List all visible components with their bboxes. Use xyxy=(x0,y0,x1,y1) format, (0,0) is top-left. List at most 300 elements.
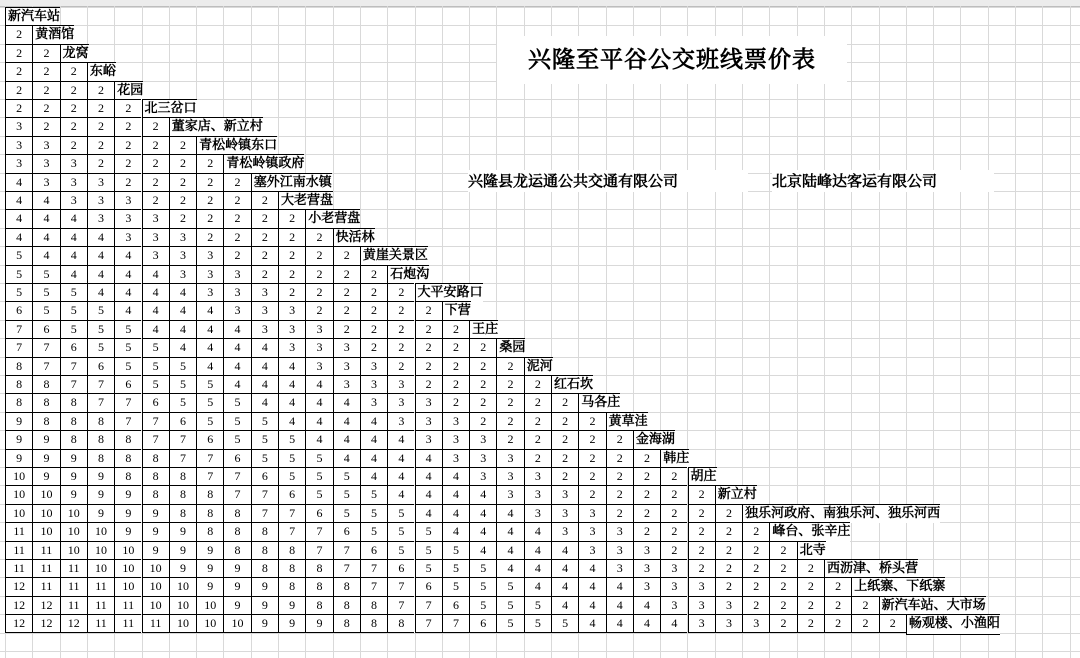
fare-cell: 9 xyxy=(87,504,114,522)
fare-cell: 4 xyxy=(415,467,442,485)
fare-cell: 2 xyxy=(223,173,250,191)
fare-cell: 2 xyxy=(742,559,769,577)
fare-cell: 2 xyxy=(251,228,278,246)
fare-cell: 3 xyxy=(496,485,523,503)
fare-cell: 5 xyxy=(305,449,332,467)
fare-cell: 7 xyxy=(360,559,387,577)
fare-cell: 4 xyxy=(496,504,523,522)
fare-cell: 4 xyxy=(196,320,223,338)
fare-cell: 2 xyxy=(223,228,250,246)
fare-cell: 8 xyxy=(60,412,87,430)
stop-label: 独乐河政府、南独乐河、独乐河西 xyxy=(742,504,940,523)
fare-cell: 4 xyxy=(442,467,469,485)
fare-cell: 4 xyxy=(251,357,278,375)
gridline-horizontal xyxy=(0,651,1080,652)
fare-cell: 7 xyxy=(114,412,141,430)
fare-cell: 8 xyxy=(169,467,196,485)
fare-cell: 8 xyxy=(5,357,32,375)
fare-cell: 2 xyxy=(578,449,605,467)
stop-label: 黄崖关景区 xyxy=(360,246,428,265)
fare-cell: 2 xyxy=(606,467,633,485)
fare-cell: 2 xyxy=(715,522,742,540)
fare-cell: 5 xyxy=(169,357,196,375)
fare-cell: 2 xyxy=(387,301,414,319)
fare-cell: 6 xyxy=(32,320,59,338)
fare-cell: 3 xyxy=(715,596,742,614)
fare-cell: 2 xyxy=(769,596,796,614)
fare-cell: 4 xyxy=(142,320,169,338)
fare-cell: 7 xyxy=(196,449,223,467)
fare-cell: 2 xyxy=(715,504,742,522)
fare-cell: 2 xyxy=(715,541,742,559)
fare-cell: 2 xyxy=(688,504,715,522)
fare-cell: 12 xyxy=(32,596,59,614)
fare-cell: 3 xyxy=(633,577,660,595)
fare-cell: 4 xyxy=(223,320,250,338)
fare-cell: 3 xyxy=(415,412,442,430)
fare-cell: 2 xyxy=(715,559,742,577)
fare-cell: 2 xyxy=(824,577,851,595)
fare-cell: 5 xyxy=(87,301,114,319)
fare-cell: 3 xyxy=(524,504,551,522)
fare-cell: 4 xyxy=(360,467,387,485)
fare-cell: 4 xyxy=(442,485,469,503)
fare-cell: 2 xyxy=(606,504,633,522)
fare-cell: 3 xyxy=(688,614,715,632)
fare-cell: 11 xyxy=(32,577,59,595)
stop-label: 大平安路口 xyxy=(415,283,483,302)
fare-cell: 7 xyxy=(223,467,250,485)
fare-cell: 4 xyxy=(551,559,578,577)
fare-cell: 11 xyxy=(60,577,87,595)
fare-cell: 5 xyxy=(469,596,496,614)
fare-cell: 12 xyxy=(5,596,32,614)
fare-cell: 5 xyxy=(415,522,442,540)
fare-cell: 5 xyxy=(524,596,551,614)
fare-cell: 2 xyxy=(742,596,769,614)
fare-cell: 5 xyxy=(60,320,87,338)
fare-cell: 4 xyxy=(578,577,605,595)
fare-cell: 10 xyxy=(114,541,141,559)
fare-cell: 2 xyxy=(469,393,496,411)
fare-cell: 4 xyxy=(360,430,387,448)
fare-cell: 4 xyxy=(32,191,59,209)
fare-cell: 2 xyxy=(87,154,114,172)
fare-cell: 4 xyxy=(5,209,32,227)
fare-cell: 6 xyxy=(305,504,332,522)
fare-cell: 3 xyxy=(32,136,59,154)
fare-cell: 2 xyxy=(578,430,605,448)
fare-cell: 2 xyxy=(5,25,32,43)
fare-cell: 9 xyxy=(142,541,169,559)
fare-cell: 2 xyxy=(360,283,387,301)
fare-cell: 2 xyxy=(169,173,196,191)
fare-cell: 10 xyxy=(60,522,87,540)
fare-cell: 2 xyxy=(32,117,59,135)
fare-cell: 6 xyxy=(5,301,32,319)
fare-cell: 3 xyxy=(169,246,196,264)
fare-cell: 4 xyxy=(196,338,223,356)
fare-cell: 8 xyxy=(278,577,305,595)
stop-label: 小老营盘 xyxy=(305,209,360,228)
fare-cell: 5 xyxy=(32,283,59,301)
fare-cell: 2 xyxy=(360,301,387,319)
fare-cell: 3 xyxy=(715,614,742,632)
fare-cell: 2 xyxy=(660,504,687,522)
fare-cell: 3 xyxy=(415,393,442,411)
fare-cell: 6 xyxy=(278,485,305,503)
stop-label: 韩庄 xyxy=(660,449,689,468)
fare-cell: 10 xyxy=(87,559,114,577)
fare-cell: 2 xyxy=(333,265,360,283)
fare-cell: 2 xyxy=(660,541,687,559)
fare-cell: 3 xyxy=(360,393,387,411)
fare-cell: 2 xyxy=(333,283,360,301)
fare-cell: 2 xyxy=(387,338,414,356)
fare-cell: 6 xyxy=(415,577,442,595)
fare-cell: 3 xyxy=(87,209,114,227)
fare-cell: 2 xyxy=(633,485,660,503)
fare-cell: 3 xyxy=(142,246,169,264)
fare-cell: 10 xyxy=(5,485,32,503)
fare-cell: 10 xyxy=(32,522,59,540)
fare-cell: 5 xyxy=(60,283,87,301)
fare-cell: 4 xyxy=(633,596,660,614)
fare-cell: 2 xyxy=(60,62,87,80)
fare-cell: 2 xyxy=(742,577,769,595)
fare-cell: 9 xyxy=(278,614,305,632)
fare-cell: 3 xyxy=(415,430,442,448)
fare-cell: 2 xyxy=(851,596,878,614)
fare-cell: 4 xyxy=(60,209,87,227)
fare-cell: 3 xyxy=(660,559,687,577)
fare-cell: 8 xyxy=(142,449,169,467)
fare-cell: 4 xyxy=(5,228,32,246)
fare-cell: 2 xyxy=(114,136,141,154)
fare-cell: 6 xyxy=(442,596,469,614)
fare-cell: 2 xyxy=(169,209,196,227)
fare-cell: 2 xyxy=(769,541,796,559)
fare-cell: 4 xyxy=(469,504,496,522)
fare-cell: 4 xyxy=(524,577,551,595)
fare-cell: 3 xyxy=(606,541,633,559)
fare-cell: 2 xyxy=(469,412,496,430)
fare-cell: 9 xyxy=(87,467,114,485)
fare-cell: 4 xyxy=(169,283,196,301)
fare-cell: 9 xyxy=(223,596,250,614)
fare-cell: 7 xyxy=(442,614,469,632)
fare-cell: 2 xyxy=(196,209,223,227)
fare-cell: 7 xyxy=(196,467,223,485)
fare-cell: 8 xyxy=(223,541,250,559)
fare-cell: 6 xyxy=(87,357,114,375)
fare-cell: 2 xyxy=(305,283,332,301)
fare-cell: 9 xyxy=(251,614,278,632)
fare-cell: 8 xyxy=(114,430,141,448)
fare-cell: 7 xyxy=(305,522,332,540)
fare-cell: 2 xyxy=(524,393,551,411)
stop-label: 新立村 xyxy=(715,485,757,504)
gridline-vertical xyxy=(960,6,961,658)
fare-cell: 2 xyxy=(551,449,578,467)
fare-cell: 7 xyxy=(5,320,32,338)
fare-cell: 4 xyxy=(578,559,605,577)
fare-cell: 5 xyxy=(469,577,496,595)
fare-cell: 4 xyxy=(60,228,87,246)
fare-cell: 7 xyxy=(278,504,305,522)
fare-cell: 2 xyxy=(333,301,360,319)
fare-cell: 7 xyxy=(251,485,278,503)
fare-cell: 2 xyxy=(824,614,851,632)
fare-cell: 2 xyxy=(660,522,687,540)
fare-cell: 2 xyxy=(633,504,660,522)
fare-cell: 9 xyxy=(169,559,196,577)
fare-cell: 7 xyxy=(169,430,196,448)
fare-cell: 5 xyxy=(196,393,223,411)
fare-cell: 9 xyxy=(32,467,59,485)
fare-cell: 3 xyxy=(278,338,305,356)
fare-cell: 2 xyxy=(496,430,523,448)
fare-cell: 8 xyxy=(278,541,305,559)
fare-cell: 2 xyxy=(879,614,906,632)
stop-label: 龙窝 xyxy=(60,44,89,63)
fare-cell: 4 xyxy=(251,338,278,356)
fare-cell: 7 xyxy=(333,559,360,577)
fare-cell: 8 xyxy=(5,375,32,393)
fare-cell: 10 xyxy=(60,504,87,522)
fare-cell: 9 xyxy=(251,596,278,614)
fare-cell: 3 xyxy=(196,283,223,301)
stop-label: 畅观楼、小渔阳 xyxy=(906,614,1000,634)
stop-label: 胡庄 xyxy=(688,467,717,486)
fare-cell: 5 xyxy=(142,375,169,393)
fare-cell: 9 xyxy=(278,596,305,614)
fare-cell: 3 xyxy=(688,596,715,614)
fare-cell: 2 xyxy=(633,449,660,467)
fare-cell: 6 xyxy=(223,449,250,467)
fare-cell: 8 xyxy=(360,596,387,614)
fare-cell: 12 xyxy=(60,614,87,632)
fare-cell: 3 xyxy=(524,485,551,503)
fare-cell: 3 xyxy=(387,375,414,393)
fare-cell: 4 xyxy=(223,375,250,393)
fare-cell: 3 xyxy=(5,117,32,135)
fare-cell: 2 xyxy=(60,81,87,99)
fare-cell: 5 xyxy=(278,467,305,485)
fare-cell: 3 xyxy=(469,467,496,485)
fare-cell: 8 xyxy=(169,485,196,503)
fare-cell: 5 xyxy=(32,301,59,319)
fare-cell: 8 xyxy=(87,449,114,467)
fare-cell: 9 xyxy=(223,577,250,595)
stop-label: 上纸寨、下纸寨 xyxy=(851,577,945,596)
fare-cell: 8 xyxy=(5,393,32,411)
fare-cell: 9 xyxy=(223,559,250,577)
fare-cell: 3 xyxy=(578,541,605,559)
column-header-bar xyxy=(0,0,1080,7)
fare-cell: 7 xyxy=(32,357,59,375)
fare-cell: 9 xyxy=(142,504,169,522)
fare-cell: 2 xyxy=(278,283,305,301)
fare-cell: 3 xyxy=(251,283,278,301)
fare-cell: 2 xyxy=(524,430,551,448)
fare-cell: 9 xyxy=(114,485,141,503)
fare-cell: 5 xyxy=(87,338,114,356)
fare-cell: 4 xyxy=(469,485,496,503)
fare-cell: 6 xyxy=(114,375,141,393)
fare-cell: 2 xyxy=(114,154,141,172)
fare-cell: 2 xyxy=(278,246,305,264)
fare-cell: 3 xyxy=(114,191,141,209)
fare-cell: 4 xyxy=(578,614,605,632)
fare-cell: 2 xyxy=(114,173,141,191)
stop-label: 峰台、张辛庄 xyxy=(769,522,850,541)
stop-label: 青松岭镇政府 xyxy=(223,154,304,173)
fare-cell: 2 xyxy=(305,301,332,319)
fare-cell: 2 xyxy=(797,577,824,595)
fare-cell: 4 xyxy=(32,209,59,227)
fare-cell: 2 xyxy=(60,136,87,154)
fare-cell: 4 xyxy=(633,614,660,632)
fare-cell: 2 xyxy=(797,596,824,614)
fare-cell: 10 xyxy=(114,577,141,595)
fare-cell: 4 xyxy=(32,246,59,264)
fare-cell: 4 xyxy=(333,412,360,430)
fare-cell: 5 xyxy=(223,430,250,448)
fare-cell: 2 xyxy=(87,99,114,117)
fare-cell: 3 xyxy=(496,467,523,485)
fare-cell: 5 xyxy=(360,485,387,503)
fare-cell: 2 xyxy=(442,338,469,356)
fare-cell: 4 xyxy=(333,449,360,467)
stop-label: 黄草洼 xyxy=(606,412,648,431)
fare-cell: 2 xyxy=(496,375,523,393)
stop-label: 东峪 xyxy=(87,62,116,81)
fare-cell: 3 xyxy=(742,614,769,632)
fare-cell: 4 xyxy=(87,283,114,301)
fare-cell: 11 xyxy=(142,614,169,632)
fare-cell: 3 xyxy=(387,393,414,411)
fare-cell: 3 xyxy=(5,136,32,154)
fare-cell: 2 xyxy=(87,81,114,99)
fare-cell: 5 xyxy=(278,449,305,467)
fare-cell: 2 xyxy=(278,228,305,246)
fare-cell: 7 xyxy=(223,485,250,503)
fare-cell: 2 xyxy=(606,430,633,448)
fare-cell: 4 xyxy=(5,191,32,209)
fare-cell: 7 xyxy=(142,430,169,448)
fare-cell: 8 xyxy=(32,412,59,430)
fare-cell: 5 xyxy=(387,541,414,559)
fare-cell: 9 xyxy=(32,449,59,467)
fare-cell: 8 xyxy=(60,393,87,411)
fare-cell: 7 xyxy=(87,375,114,393)
fare-cell: 4 xyxy=(87,265,114,283)
fare-cell: 2 xyxy=(415,301,442,319)
stop-label: 王庄 xyxy=(469,320,498,339)
fare-cell: 4 xyxy=(251,375,278,393)
fare-cell: 7 xyxy=(360,577,387,595)
fare-cell: 5 xyxy=(415,541,442,559)
fare-cell: 3 xyxy=(223,301,250,319)
fare-cell: 8 xyxy=(114,449,141,467)
fare-cell: 2 xyxy=(469,338,496,356)
fare-cell: 2 xyxy=(551,393,578,411)
fare-cell: 3 xyxy=(333,375,360,393)
fare-cell: 2 xyxy=(114,99,141,117)
fare-cell: 5 xyxy=(251,412,278,430)
stop-label: 花园 xyxy=(114,81,143,100)
fare-cell: 2 xyxy=(606,485,633,503)
fare-cell: 2 xyxy=(496,412,523,430)
fare-cell: 2 xyxy=(742,522,769,540)
stop-label: 金海湖 xyxy=(633,430,675,449)
fare-cell: 4 xyxy=(496,522,523,540)
fare-cell: 2 xyxy=(415,320,442,338)
fare-cell: 8 xyxy=(142,467,169,485)
fare-cell: 9 xyxy=(60,449,87,467)
fare-cell: 2 xyxy=(278,209,305,227)
fare-cell: 3 xyxy=(333,338,360,356)
fare-cell: 2 xyxy=(769,577,796,595)
fare-cell: 4 xyxy=(496,541,523,559)
fare-cell: 3 xyxy=(633,541,660,559)
fare-cell: 5 xyxy=(114,357,141,375)
fare-cell: 4 xyxy=(442,504,469,522)
fare-cell: 2 xyxy=(196,228,223,246)
fare-cell: 4 xyxy=(578,596,605,614)
fare-cell: 2 xyxy=(496,393,523,411)
fare-cell: 5 xyxy=(333,485,360,503)
fare-cell: 9 xyxy=(196,577,223,595)
fare-cell: 5 xyxy=(442,541,469,559)
fare-cell: 8 xyxy=(60,430,87,448)
fare-cell: 10 xyxy=(142,596,169,614)
fare-cell: 4 xyxy=(606,614,633,632)
fare-cell: 5 xyxy=(360,522,387,540)
fare-cell: 8 xyxy=(32,375,59,393)
fare-cell: 2 xyxy=(5,44,32,62)
fare-cell: 8 xyxy=(333,596,360,614)
company-name: 北京陆峰达客运有限公司 xyxy=(772,170,994,192)
fare-cell: 4 xyxy=(5,173,32,191)
stop-label: 马各庄 xyxy=(578,393,620,412)
fare-cell: 5 xyxy=(32,265,59,283)
fare-cell: 11 xyxy=(60,596,87,614)
fare-cell: 3 xyxy=(333,357,360,375)
fare-cell: 4 xyxy=(87,246,114,264)
fare-cell: 2 xyxy=(797,559,824,577)
stop-label: 红石坎 xyxy=(551,375,593,394)
fare-cell: 4 xyxy=(360,449,387,467)
fare-cell: 5 xyxy=(196,412,223,430)
fare-cell: 6 xyxy=(469,614,496,632)
fare-cell: 7 xyxy=(169,449,196,467)
fare-cell: 2 xyxy=(469,357,496,375)
fare-cell: 10 xyxy=(5,504,32,522)
fare-cell: 7 xyxy=(142,412,169,430)
fare-cell: 2 xyxy=(142,191,169,209)
fare-cell: 8 xyxy=(251,522,278,540)
fare-cell: 4 xyxy=(251,393,278,411)
fare-cell: 5 xyxy=(169,375,196,393)
fare-cell: 2 xyxy=(442,320,469,338)
fare-cell: 2 xyxy=(32,99,59,117)
fare-cell: 5 xyxy=(169,393,196,411)
fare-cell: 11 xyxy=(5,559,32,577)
stop-label: 青松岭镇东口 xyxy=(196,136,277,155)
fare-cell: 4 xyxy=(114,301,141,319)
